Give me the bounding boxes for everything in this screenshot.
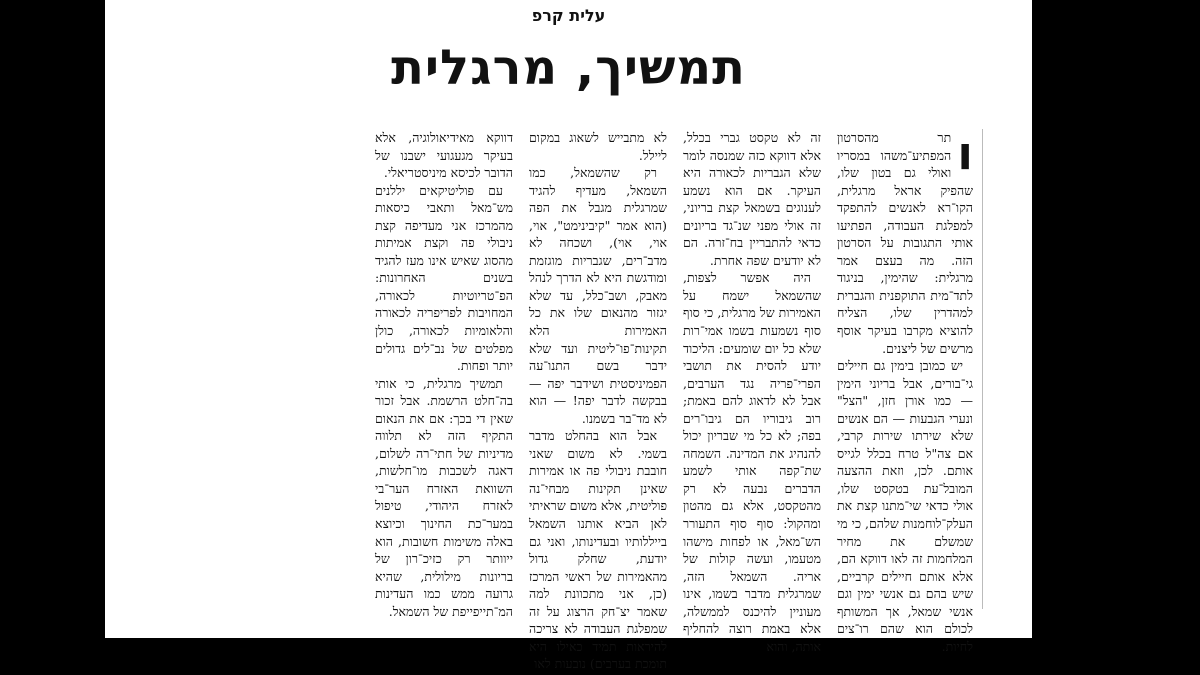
paragraph: רק שהשמאל, כמו השמאל, מעדיף להגיד שמרגלית מגבל את הפה (הוא אמר "קיבינימט", אוי, אוי, אוי), ושכחה לא מדב־רים, שגבריות מוגזמת ומודגשת היא לא הדרך לנהל מאבק, ושב־כלל, עד שלא יגזור מהנאום שלו את כל האמירות הלא תקינות־פו־ליטית ועד שלא ידבר בשם התנו־עה הפמיניסטית ושידבר יפה — בבקשה לדבר יפה! — הוא לא מד־בר בשמנו. [529, 165, 667, 426]
author-byline: עלית קרפ [531, 6, 606, 25]
paragraph: אבל הוא בהחלט מדבר בשמי. לא משום שאני חובבת ניבולי פה או אמירות שאינן תקינות מבחי־נה פוליטית, אלא משום שראיתי לאן הביא אותנו השמאל בייללותיו ובעדינותו, ואני גם יודעת, שחלק גדול מהאמירות של ראשי המרכז (כן, אני מתכוונת למה שאמר יצ־חק הרצוג על זה שמפלגת העבודה לא צריכה להיראות תמיד כאילו היא תומכת בערבים) נובעות לאו [529, 428, 667, 672]
paragraph: היה אפשר לצפות, שהשמאל ישמח על האמירות של מרגלית, כי סוף סוף נשמעות בשמו אמי־רות שלא כל יום שומעים: הליכוד יודע להסית את תושבי הפרי־פריה נגד הערבים, אבל לא לדאוג להם באמת; רוב גיבוריו הם גיבו־רים בפה; לא כל מי שבריון יכול להנהיג את המדינה. השמחה שת־קפה אותי לשמע הדברים נבעה לא רק מהטקסט, אלא גם מהטון ומהקול: סוף סוף התעורר הש־מאל, או לפחות מישהו מטעמו, ועשה קולות של אריה. השמאל הזה, שמרגלית מדבר בשמו, אינו מעוניין להיכנס לממשלה, אלא באמת רוצה להחליף אותה, והוא [683, 270, 821, 654]
paragraph: עם פוליטיקאים יללנים מש־מאל ותאבי כיסאות מהמרכז אני מעדיפה קצת ניבולי פה וקצת אמיתות מהסוג שאיש אינו מעז להגיד בשנים האחרונות: הפ־טריוטיות לכאורה, המחויבות לפריפריה לכאורה והלאומיות לכאורה, כולן מפלטים של נב־לים גדולים יותר ופחות. [375, 182, 513, 374]
drop-cap: ו [957, 126, 973, 180]
article-column-3 [529, 129, 667, 672]
article-column-4 [375, 129, 513, 619]
paragraph: יש כמובן בימין גם חיילים גי־בורים, אבל בריוני הימין — כמו אורן חזן, "הצל" ונערי הגבעות — הם אנשים שלא שירתו שירות קרבי, אם צה"ל טרח בכלל לגייס אותם. לכן, וזאת ההצעה המובל־עת בטקסט שלו, אולי כדאי שי־מתנו קצת את העלק־לוחמנות שלהם, כי מי שמשלם את מחיר המלחמות זה לאו דווקא הם, אלא אותם חיילים קרביים, שיש בהם גם אנשי ימין וגם אנשי שמאל, אך המשותף לכולם הוא שהם רו־צים לחיות. [837, 358, 973, 654]
column-divider [982, 129, 983, 609]
paragraph: זה לא טקסט גברי בכלל, אלא דווקא כזה שמנסה לומר שלא הגבריות לכאורה היא העיקר. אם הוא נשמע לענוגים בשמאל קצת בריוני, זה אולי מפני שנ־גד בריונים כדאי להתבריין בח־זרה. הם לא יודעים שפה אחרת. [683, 130, 821, 268]
paragraph: לא מתבייש לשאוג במקום ליילל. [529, 130, 667, 163]
paragraph: תר מהסרטון המפתיע־משהו במסריו ואולי גם בטון שלו, שהפיק אראל מרגלית, הקו־רא לאנשים להתפקד למפלגת העבודה, הפתיעו אותי התגובות על הסרטון הזה. מה בעצם אמר מרגלית: שהימין, בניגוד לתד־מית התוקפנית והגברית למהדרין שלו, הצליח להוציא מקרבו בעיקר אוסף מרשים של ליצנים. [837, 130, 973, 356]
article-body [219, 126, 975, 672]
newspaper-page [105, 0, 1032, 672]
article-column-2 [683, 129, 821, 654]
paragraph: תמשיך מרגלית, כי אותי בה־חלט הרשמת. אבל זכור שאין די בכך: אם את הנאום התקיף הזה לא תלווה מדיניות של חתי־רה לשלום, דאגה לשכבות מו־חלשות, השוואת האזרח הער־בי לאזרח היהודי, טיפול במער־כת החינוך וכיוצא באלה משימות חשובות, הוא ייוותר רק כזיכ־רון של בריונות מילולית, שהיא גרועה ממש כמו העדינות המ־תייפייפת של השמאל. [375, 375, 513, 619]
article-headline: תמשיך, מרגלית [391, 40, 746, 96]
paragraph: דווקא מאידיאולוגיה, אלא בעיקר מגעגועי ישבנו של הדובר לכיסא מיניסטריאלי. [375, 130, 513, 181]
article-column-1 [837, 126, 973, 654]
